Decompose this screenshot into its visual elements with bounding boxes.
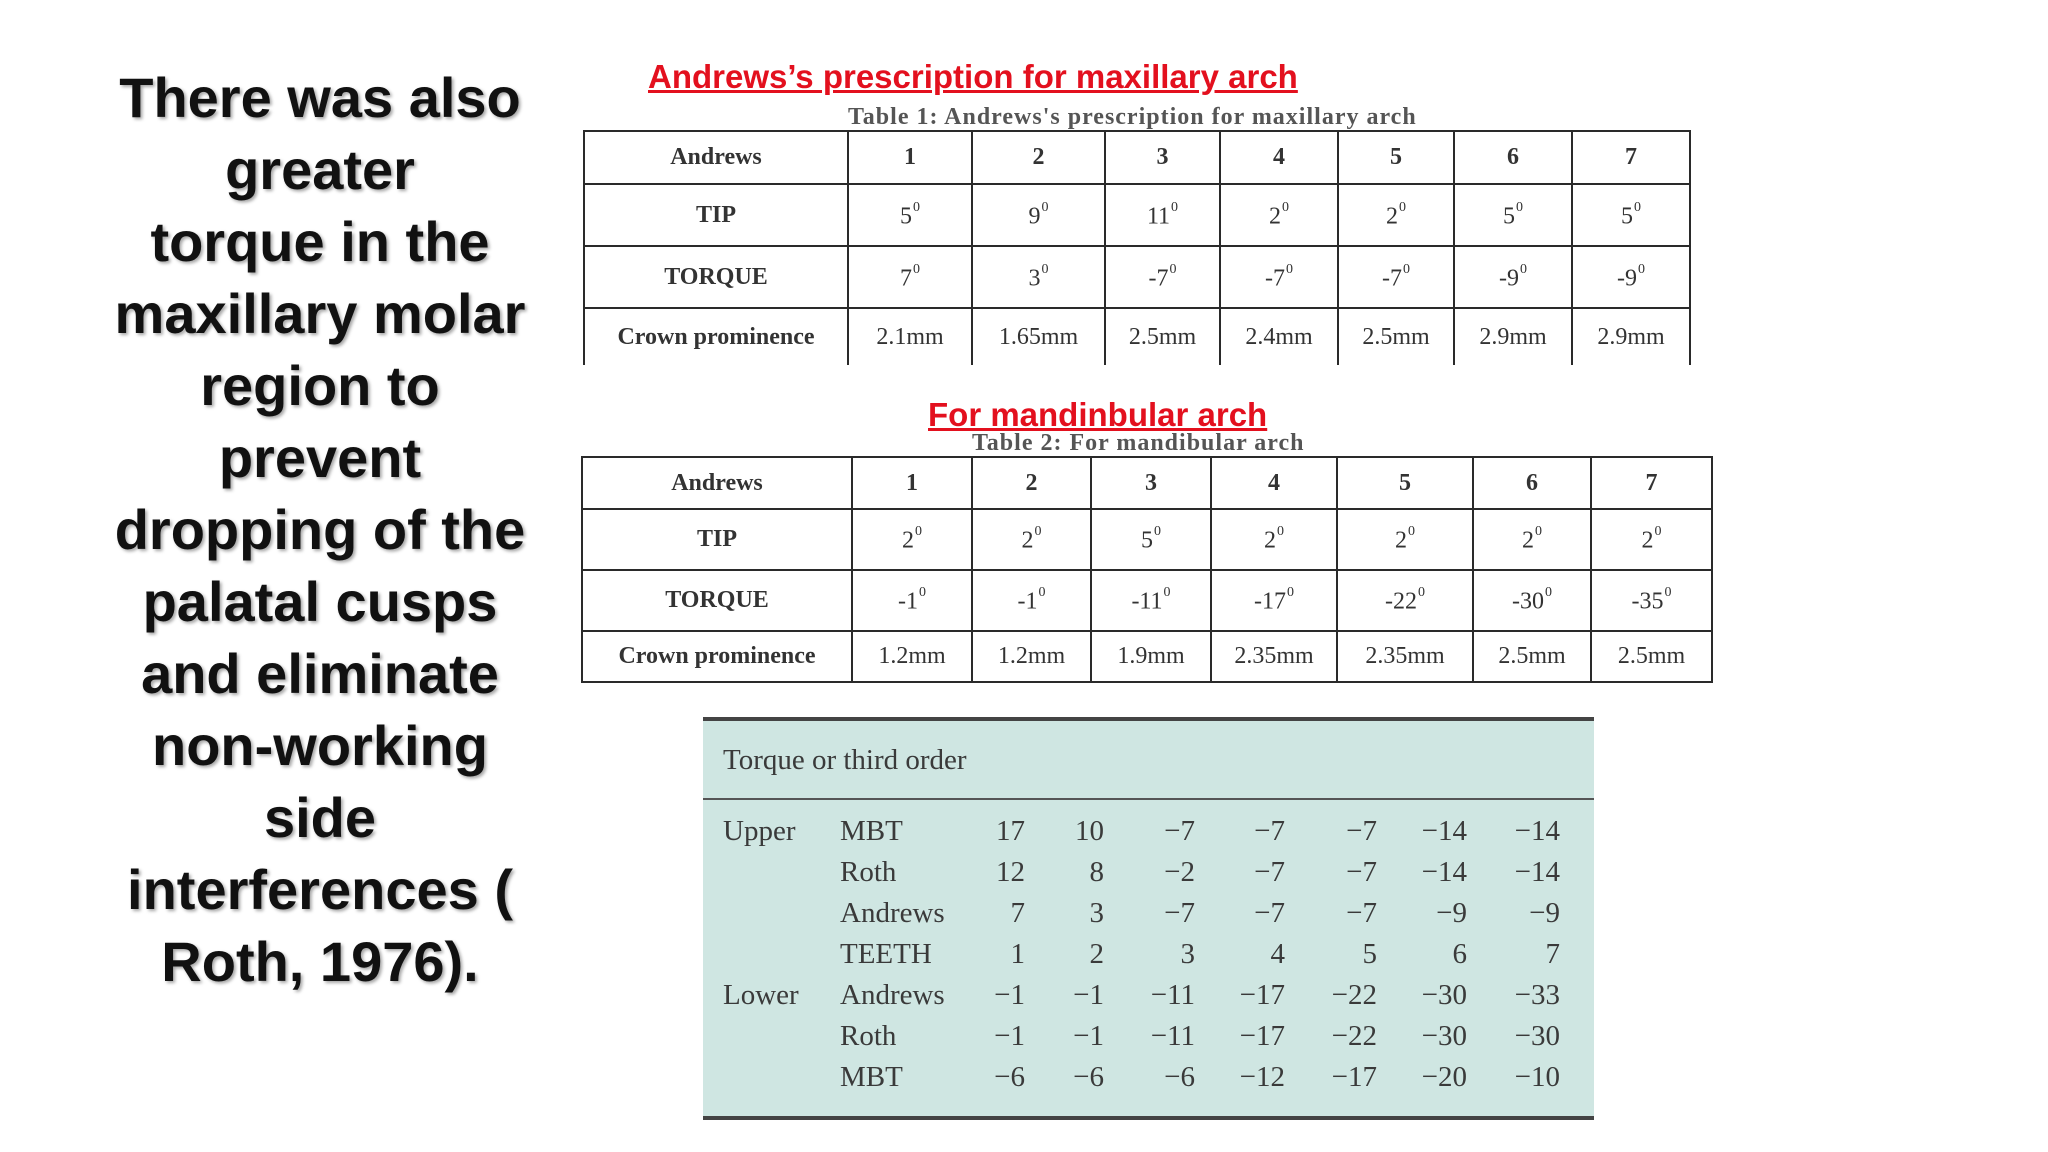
torque-row bbox=[703, 934, 1594, 974]
degree-mark: 0 bbox=[1418, 585, 1425, 601]
torque-value: 1 bbox=[1010, 938, 1025, 970]
cell-value: 5 bbox=[1621, 203, 1633, 230]
table-cell bbox=[1091, 509, 1211, 570]
degree-mark: 0 bbox=[1041, 199, 1049, 215]
degree-mark: 0 bbox=[1399, 199, 1406, 215]
cell-value: 5 bbox=[1141, 527, 1153, 554]
cell-value: 2.35mm bbox=[1234, 643, 1314, 669]
body-text-line: There was also bbox=[119, 66, 521, 129]
degree-mark: 0 bbox=[919, 585, 926, 601]
degree-mark: 0 bbox=[1520, 261, 1527, 277]
table-cell bbox=[1572, 184, 1690, 246]
table-cell bbox=[972, 308, 1105, 365]
cell-value: -7 bbox=[1148, 265, 1169, 292]
torque-value: −30 bbox=[1514, 1020, 1560, 1052]
header-cell: 6 bbox=[1454, 131, 1572, 184]
degree-mark: 0 bbox=[1286, 261, 1293, 277]
body-text-line: greater bbox=[225, 138, 415, 201]
header-cell: 3 bbox=[1091, 457, 1211, 509]
torque-value: −7 bbox=[1254, 897, 1285, 929]
torque-value: −9 bbox=[1436, 897, 1467, 929]
torque-value: −22 bbox=[1331, 979, 1377, 1011]
torque-value: −30 bbox=[1421, 1020, 1467, 1052]
header-cell: 6 bbox=[1473, 457, 1591, 509]
table-cell bbox=[972, 631, 1091, 682]
table-cell bbox=[1473, 631, 1591, 682]
torque-value: −17 bbox=[1239, 1020, 1285, 1052]
cell-value: 1.2mm bbox=[997, 643, 1066, 669]
table-cell bbox=[972, 509, 1091, 570]
cell-value: -17 bbox=[1254, 588, 1286, 615]
table-cell bbox=[1105, 246, 1220, 308]
torque-value: −1 bbox=[1073, 1020, 1104, 1052]
torque-value: −6 bbox=[1073, 1061, 1104, 1093]
table-cell bbox=[972, 570, 1091, 631]
torque-value: −2 bbox=[1164, 856, 1195, 888]
table-row bbox=[582, 509, 1712, 570]
body-text-line: and eliminate bbox=[141, 642, 499, 705]
cell-value: -35 bbox=[1631, 588, 1664, 615]
torque-table-title: Torque or third order bbox=[723, 744, 967, 776]
torque-value: −1 bbox=[1073, 979, 1104, 1011]
table-cell bbox=[1220, 246, 1338, 308]
table-cell bbox=[848, 246, 972, 308]
cell-value: 1.2mm bbox=[878, 643, 946, 669]
table-cell bbox=[1338, 184, 1454, 246]
degree-mark: 0 bbox=[1654, 524, 1662, 540]
cell-value: 2.5mm bbox=[1498, 643, 1566, 669]
torque-value: −33 bbox=[1514, 979, 1560, 1011]
torque-value: −7 bbox=[1346, 815, 1377, 847]
table-cell bbox=[1572, 308, 1690, 365]
row-label: TORQUE bbox=[582, 570, 852, 631]
body-text-line: palatal cusps bbox=[142, 570, 498, 633]
torque-row bbox=[703, 893, 1594, 933]
table-cell bbox=[1211, 631, 1337, 682]
torque-value: −9 bbox=[1529, 897, 1560, 929]
header-cell: Andrews bbox=[582, 457, 852, 509]
cell-value: 3 bbox=[1028, 265, 1041, 292]
table-cell bbox=[1337, 570, 1473, 631]
torque-value: 5 bbox=[1362, 938, 1377, 970]
table-cell bbox=[852, 631, 972, 682]
row-label: TORQUE bbox=[584, 246, 848, 308]
table-row bbox=[584, 246, 1690, 308]
torque-value: −11 bbox=[1150, 1020, 1195, 1052]
cell-value: -30 bbox=[1512, 588, 1544, 615]
cell-value: 2 bbox=[1522, 527, 1534, 554]
cell-value: 2.9mm bbox=[1479, 323, 1547, 350]
degree-mark: 0 bbox=[1171, 199, 1179, 215]
cell-value: 2 bbox=[1395, 527, 1407, 554]
table-cell bbox=[1211, 570, 1337, 631]
torque-value: −1 bbox=[994, 1020, 1025, 1052]
header-cell: 4 bbox=[1220, 131, 1338, 184]
table-cell bbox=[1091, 631, 1211, 682]
degree-mark: 0 bbox=[1282, 199, 1289, 215]
table-cell bbox=[1338, 246, 1454, 308]
header-cell: 7 bbox=[1591, 457, 1712, 509]
table-header-row bbox=[584, 131, 1690, 184]
table-cell bbox=[1338, 308, 1454, 365]
torque-value: −17 bbox=[1331, 1061, 1377, 1093]
row-label: Crown prominence bbox=[582, 631, 852, 682]
table-cell bbox=[1091, 570, 1211, 631]
header-cell: 1 bbox=[852, 457, 972, 509]
cell-value: 1.65mm bbox=[998, 323, 1079, 350]
degree-mark: 0 bbox=[1638, 261, 1645, 277]
cell-value: 2 bbox=[1269, 203, 1281, 230]
degree-mark: 0 bbox=[913, 261, 920, 277]
body-text-line: maxillary molar bbox=[114, 282, 526, 345]
table-cell bbox=[848, 184, 972, 246]
body-text-line: non-working bbox=[152, 714, 488, 777]
torque-value: −7 bbox=[1346, 897, 1377, 929]
cell-value: 2.35mm bbox=[1365, 643, 1445, 669]
prescription-name: Andrews bbox=[840, 979, 945, 1011]
degree-mark: 0 bbox=[1163, 585, 1171, 601]
degree-mark: 0 bbox=[1634, 199, 1641, 215]
torque-row bbox=[703, 1016, 1594, 1056]
table-cell bbox=[1473, 509, 1591, 570]
prescription-name: MBT bbox=[840, 1061, 903, 1093]
torque-value: −7 bbox=[1164, 897, 1195, 929]
table-row bbox=[582, 631, 1712, 682]
cell-value: -9 bbox=[1617, 265, 1637, 292]
row-label: TIP bbox=[582, 509, 852, 570]
torque-row bbox=[703, 852, 1594, 892]
table-cell bbox=[1337, 631, 1473, 682]
cell-value: 1.9mm bbox=[1117, 643, 1185, 669]
torque-value: −6 bbox=[1164, 1061, 1195, 1093]
degree-mark: 0 bbox=[1403, 261, 1410, 277]
cell-value: 2 bbox=[1264, 527, 1276, 554]
header-cell: 7 bbox=[1572, 131, 1690, 184]
table-cell bbox=[1211, 509, 1337, 570]
degree-mark: 0 bbox=[1038, 585, 1046, 601]
cell-value: -1 bbox=[1017, 588, 1038, 615]
table-cell bbox=[972, 184, 1105, 246]
cell-value: 2.1mm bbox=[876, 323, 944, 350]
torque-value: −12 bbox=[1239, 1061, 1285, 1093]
torque-value: −14 bbox=[1514, 856, 1560, 888]
table-cell bbox=[852, 509, 972, 570]
body-text-line: Roth, 1976). bbox=[161, 930, 479, 993]
cell-value: 7 bbox=[900, 265, 912, 292]
cell-value: -7 bbox=[1382, 265, 1402, 292]
torque-value: 7 bbox=[1010, 897, 1025, 929]
torque-table-rule bbox=[703, 798, 1594, 800]
degree-mark: 0 bbox=[1516, 199, 1523, 215]
header-cell: 3 bbox=[1105, 131, 1220, 184]
cell-value: 2.9mm bbox=[1597, 323, 1665, 350]
degree-mark: 0 bbox=[1041, 261, 1049, 277]
torque-value: −7 bbox=[1254, 815, 1285, 847]
torque-value: −17 bbox=[1239, 979, 1285, 1011]
table-header-row bbox=[582, 457, 1712, 509]
torque-value: −6 bbox=[994, 1061, 1025, 1093]
cell-value: 5 bbox=[1503, 203, 1515, 230]
torque-value: 17 bbox=[996, 815, 1025, 847]
cell-value: 2 bbox=[902, 527, 914, 554]
cell-value: 2 bbox=[1021, 527, 1034, 554]
arch-group-label: Lower bbox=[723, 979, 799, 1011]
torque-value: 3 bbox=[1089, 897, 1104, 929]
degree-mark: 0 bbox=[1034, 524, 1042, 540]
torque-comparison-table bbox=[703, 717, 1594, 1120]
torque-value: −14 bbox=[1421, 856, 1467, 888]
cell-value: 2.4mm bbox=[1245, 323, 1313, 350]
torque-value: 4 bbox=[1270, 938, 1285, 970]
table-row bbox=[584, 308, 1690, 365]
mandibular-faded-caption: Table 2: For mandibular arch bbox=[972, 430, 1305, 456]
body-text-line: torque in the bbox=[150, 210, 490, 273]
cell-value: -1 bbox=[898, 588, 918, 615]
table-cell bbox=[972, 246, 1105, 308]
row-label: Crown prominence bbox=[584, 308, 848, 365]
torque-value: −30 bbox=[1421, 979, 1467, 1011]
torque-row bbox=[703, 811, 1594, 851]
header-cell: 4 bbox=[1211, 457, 1337, 509]
table-row bbox=[582, 570, 1712, 631]
degree-mark: 0 bbox=[1545, 585, 1552, 601]
prescription-name: Roth bbox=[840, 856, 897, 888]
table-cell bbox=[1591, 509, 1712, 570]
row-label: TIP bbox=[584, 184, 848, 246]
degree-mark: 0 bbox=[1169, 261, 1177, 277]
cell-value: -7 bbox=[1265, 265, 1285, 292]
cell-value: -9 bbox=[1499, 265, 1519, 292]
maxillary-heading: Andrews’s prescription for maxillary arch bbox=[648, 58, 1298, 95]
cell-value: 9 bbox=[1028, 203, 1041, 230]
table-cell bbox=[1454, 308, 1572, 365]
torque-value: −7 bbox=[1254, 856, 1285, 888]
body-text-line: interferences ( bbox=[127, 858, 513, 921]
torque-value: 8 bbox=[1089, 856, 1104, 888]
cell-value: 2.5mm bbox=[1362, 323, 1430, 350]
torque-value: 2 bbox=[1089, 938, 1104, 970]
cell-value: 2 bbox=[1641, 527, 1654, 554]
table-cell bbox=[1572, 246, 1690, 308]
table-cell bbox=[1454, 184, 1572, 246]
prescription-name: Roth bbox=[840, 1020, 897, 1052]
header-cell: 2 bbox=[972, 131, 1105, 184]
degree-mark: 0 bbox=[1408, 524, 1415, 540]
mandibular-prescription-table bbox=[581, 456, 1713, 683]
degree-mark: 0 bbox=[913, 199, 920, 215]
cell-value: 2 bbox=[1386, 203, 1398, 230]
table-cell bbox=[1591, 570, 1712, 631]
cell-value: -22 bbox=[1385, 588, 1417, 615]
torque-value: −7 bbox=[1164, 815, 1195, 847]
cell-value: -11 bbox=[1131, 588, 1163, 615]
header-cell: 1 bbox=[848, 131, 972, 184]
table-cell bbox=[1105, 184, 1220, 246]
cell-value: 2.5mm bbox=[1617, 643, 1686, 669]
table-cell bbox=[1454, 246, 1572, 308]
torque-value: 10 bbox=[1075, 815, 1104, 847]
torque-value: 7 bbox=[1545, 938, 1560, 970]
torque-value: −7 bbox=[1346, 856, 1377, 888]
table-row bbox=[584, 184, 1690, 246]
maxillary-faded-caption: Table 1: Andrews's prescription for maxillary arch bbox=[848, 104, 1417, 130]
degree-mark: 0 bbox=[1287, 585, 1294, 601]
table-cell bbox=[1220, 184, 1338, 246]
table-cell bbox=[848, 308, 972, 365]
arch-group-label: Upper bbox=[723, 815, 796, 847]
cell-value: 2.5mm bbox=[1128, 323, 1197, 350]
header-cell: 5 bbox=[1337, 457, 1473, 509]
torque-value: 6 bbox=[1452, 938, 1467, 970]
table-cell bbox=[1591, 631, 1712, 682]
torque-value: −1 bbox=[994, 979, 1025, 1011]
torque-value: −10 bbox=[1514, 1061, 1560, 1093]
torque-value: 3 bbox=[1180, 938, 1195, 970]
table-cell bbox=[1220, 308, 1338, 365]
torque-value: 12 bbox=[996, 856, 1025, 888]
torque-value: −11 bbox=[1150, 979, 1195, 1011]
header-cell: Andrews bbox=[584, 131, 848, 184]
degree-mark: 0 bbox=[1664, 585, 1672, 601]
torque-row bbox=[703, 975, 1594, 1015]
mandibular-heading: For mandinbular arch bbox=[928, 396, 1268, 433]
body-text-line: region to bbox=[200, 354, 440, 417]
degree-mark: 0 bbox=[1154, 524, 1161, 540]
prescription-name: Andrews bbox=[840, 897, 945, 929]
degree-mark: 0 bbox=[915, 524, 922, 540]
body-text-line: dropping of the bbox=[114, 498, 526, 561]
prescription-name: MBT bbox=[840, 815, 903, 847]
table-cell bbox=[1337, 509, 1473, 570]
cell-value: 11 bbox=[1146, 203, 1171, 230]
degree-mark: 0 bbox=[1535, 524, 1542, 540]
cell-value: 5 bbox=[900, 203, 912, 230]
header-cell: 5 bbox=[1338, 131, 1454, 184]
body-text-line: side bbox=[263, 786, 377, 849]
slide-body-text bbox=[80, 62, 560, 998]
maxillary-prescription-table bbox=[583, 130, 1691, 365]
torque-value: −14 bbox=[1514, 815, 1560, 847]
header-cell: 2 bbox=[972, 457, 1091, 509]
torque-value: −14 bbox=[1421, 815, 1467, 847]
torque-row bbox=[703, 1057, 1594, 1097]
table-cell bbox=[1473, 570, 1591, 631]
degree-mark: 0 bbox=[1277, 524, 1284, 540]
torque-value: −22 bbox=[1331, 1020, 1377, 1052]
prescription-name: TEETH bbox=[840, 938, 932, 970]
body-text-line: prevent bbox=[218, 426, 422, 489]
table-cell bbox=[1105, 308, 1220, 365]
table-cell bbox=[852, 570, 972, 631]
torque-value: −20 bbox=[1421, 1061, 1467, 1093]
